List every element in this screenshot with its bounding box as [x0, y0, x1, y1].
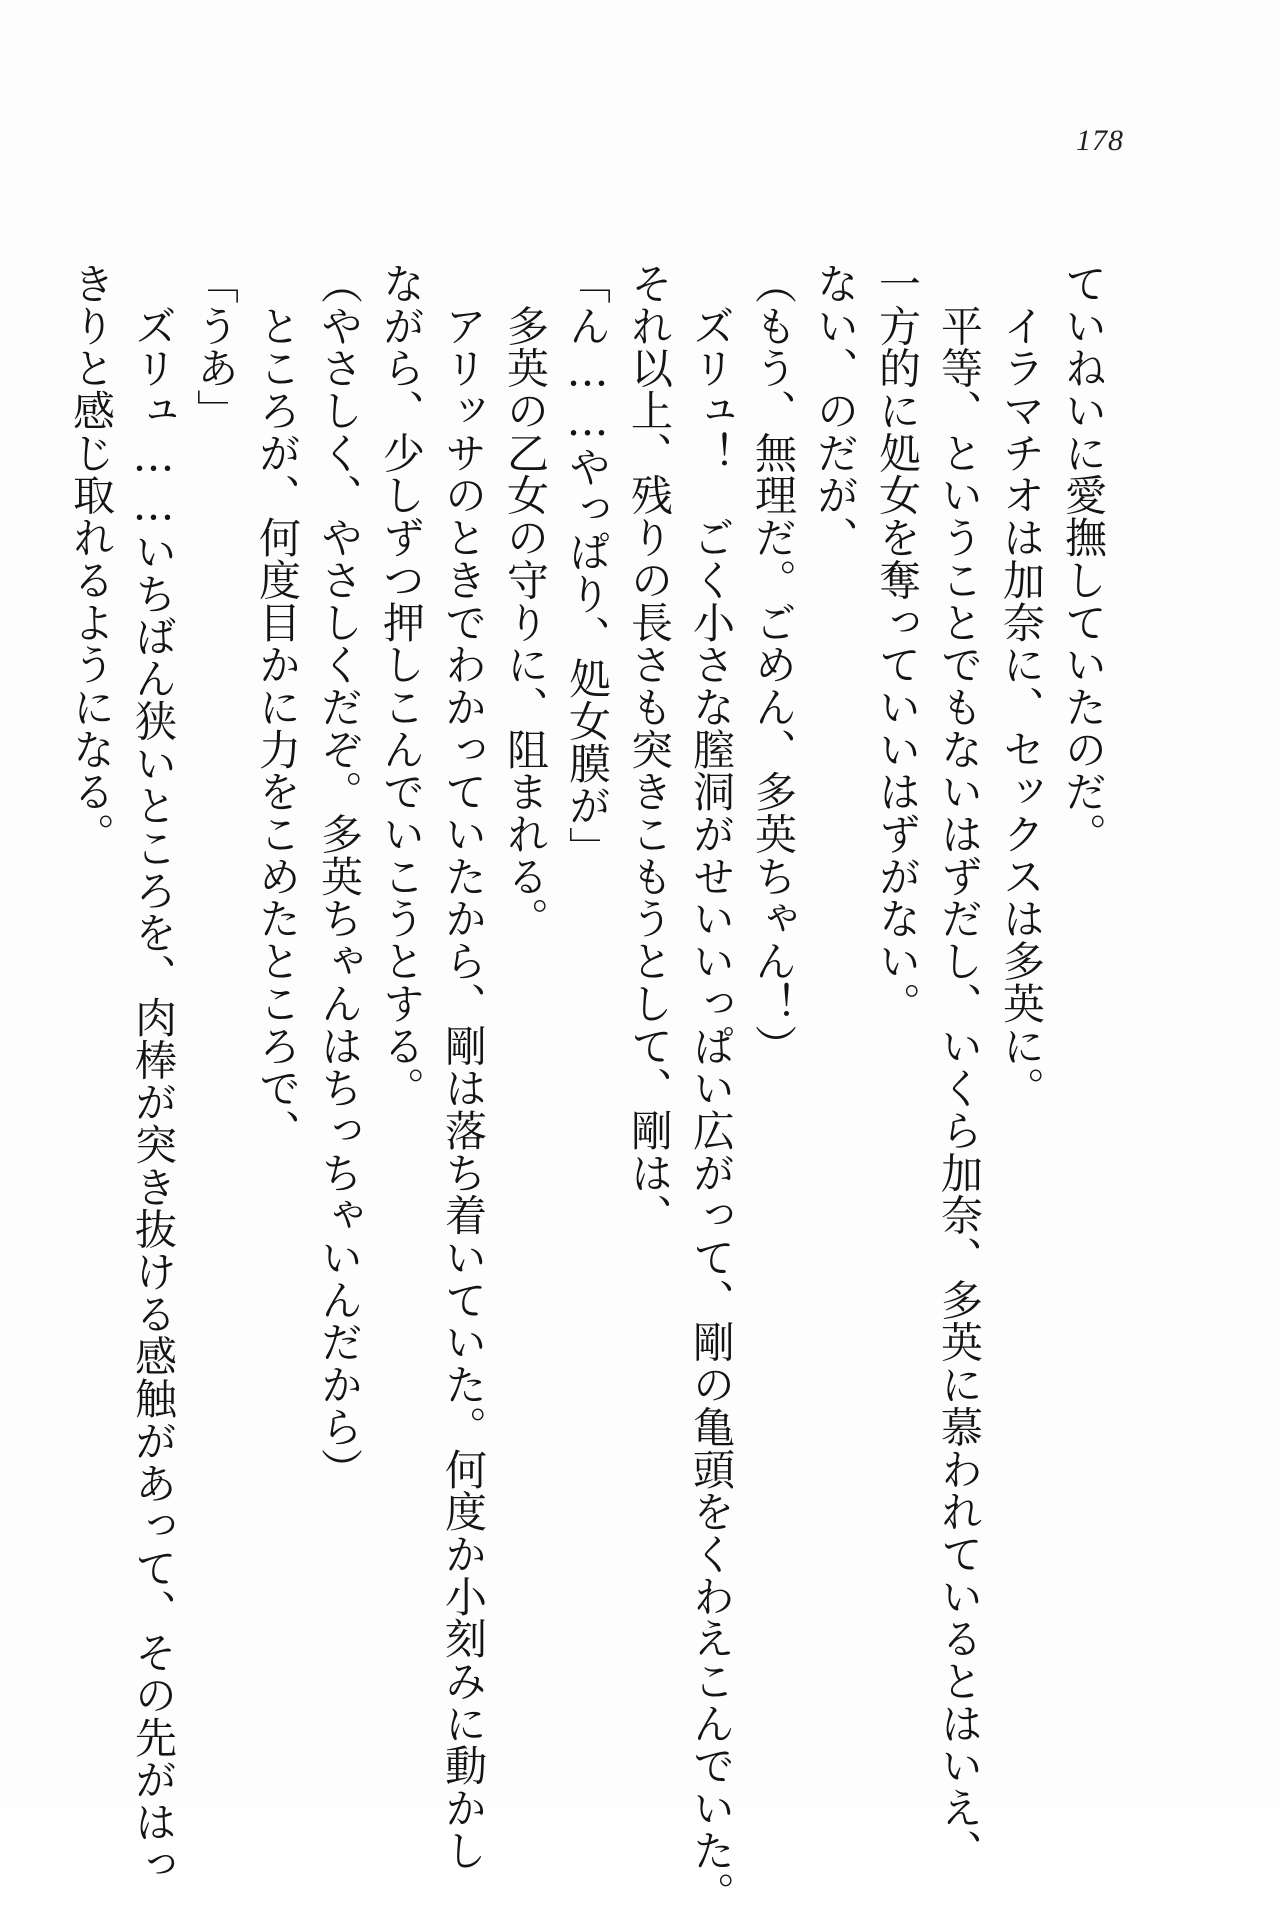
text-line: ない、のだが、: [811, 262, 860, 559]
text-line: ていねいに愛撫していたのだ。: [1059, 262, 1108, 855]
text-line: きりと感じ取れるようになる。: [67, 262, 116, 855]
text-line: ズリュ……いちばん狭いところを、肉棒が突き抜ける感触があって、その先がはっ: [129, 262, 178, 1886]
text-line: ながら、少しずつ押しこんでいこうとする。: [377, 262, 426, 1109]
text-line: 一方的に処女を奪っていいはずがない。: [873, 262, 922, 1025]
text-line: アリッサのときでわかっていたから、剛は落ち着いていた。何度か小刻みに動かし: [439, 262, 488, 1872]
text-line: 平等、ということでもないはずだし、いくら加奈、多英に慕われているとはいえ、: [935, 262, 984, 1872]
text-line: 「うあ」: [191, 262, 240, 432]
text-line: ズリュ！ ごく小さな膣洞がせいいっぱい広がって、剛の亀頭をくわえこんでいた。: [687, 262, 736, 1914]
page-number: 178: [1076, 124, 1124, 157]
text-line: それ以上、残りの長さも突きこもうとして、剛は、: [625, 262, 674, 1237]
text-line: イラマチオは加奈に、セックスは多英に。: [997, 262, 1046, 1109]
text-line: （もう、無理だ。ごめん、多英ちゃん！）: [749, 262, 798, 1067]
vertical-text-body: [60, 262, 1114, 1914]
text-line: 多英の乙女の守りに、阻まれる。: [501, 262, 550, 940]
text-line: （やさしく、やさしくだぞ。多英ちゃんはちっちゃいんだから）: [315, 262, 364, 1491]
text-line: ところが、何度目かに力をこめたところで、: [253, 262, 302, 1152]
text-line: 「ん……やっぱり、処女膜が」: [563, 262, 612, 869]
